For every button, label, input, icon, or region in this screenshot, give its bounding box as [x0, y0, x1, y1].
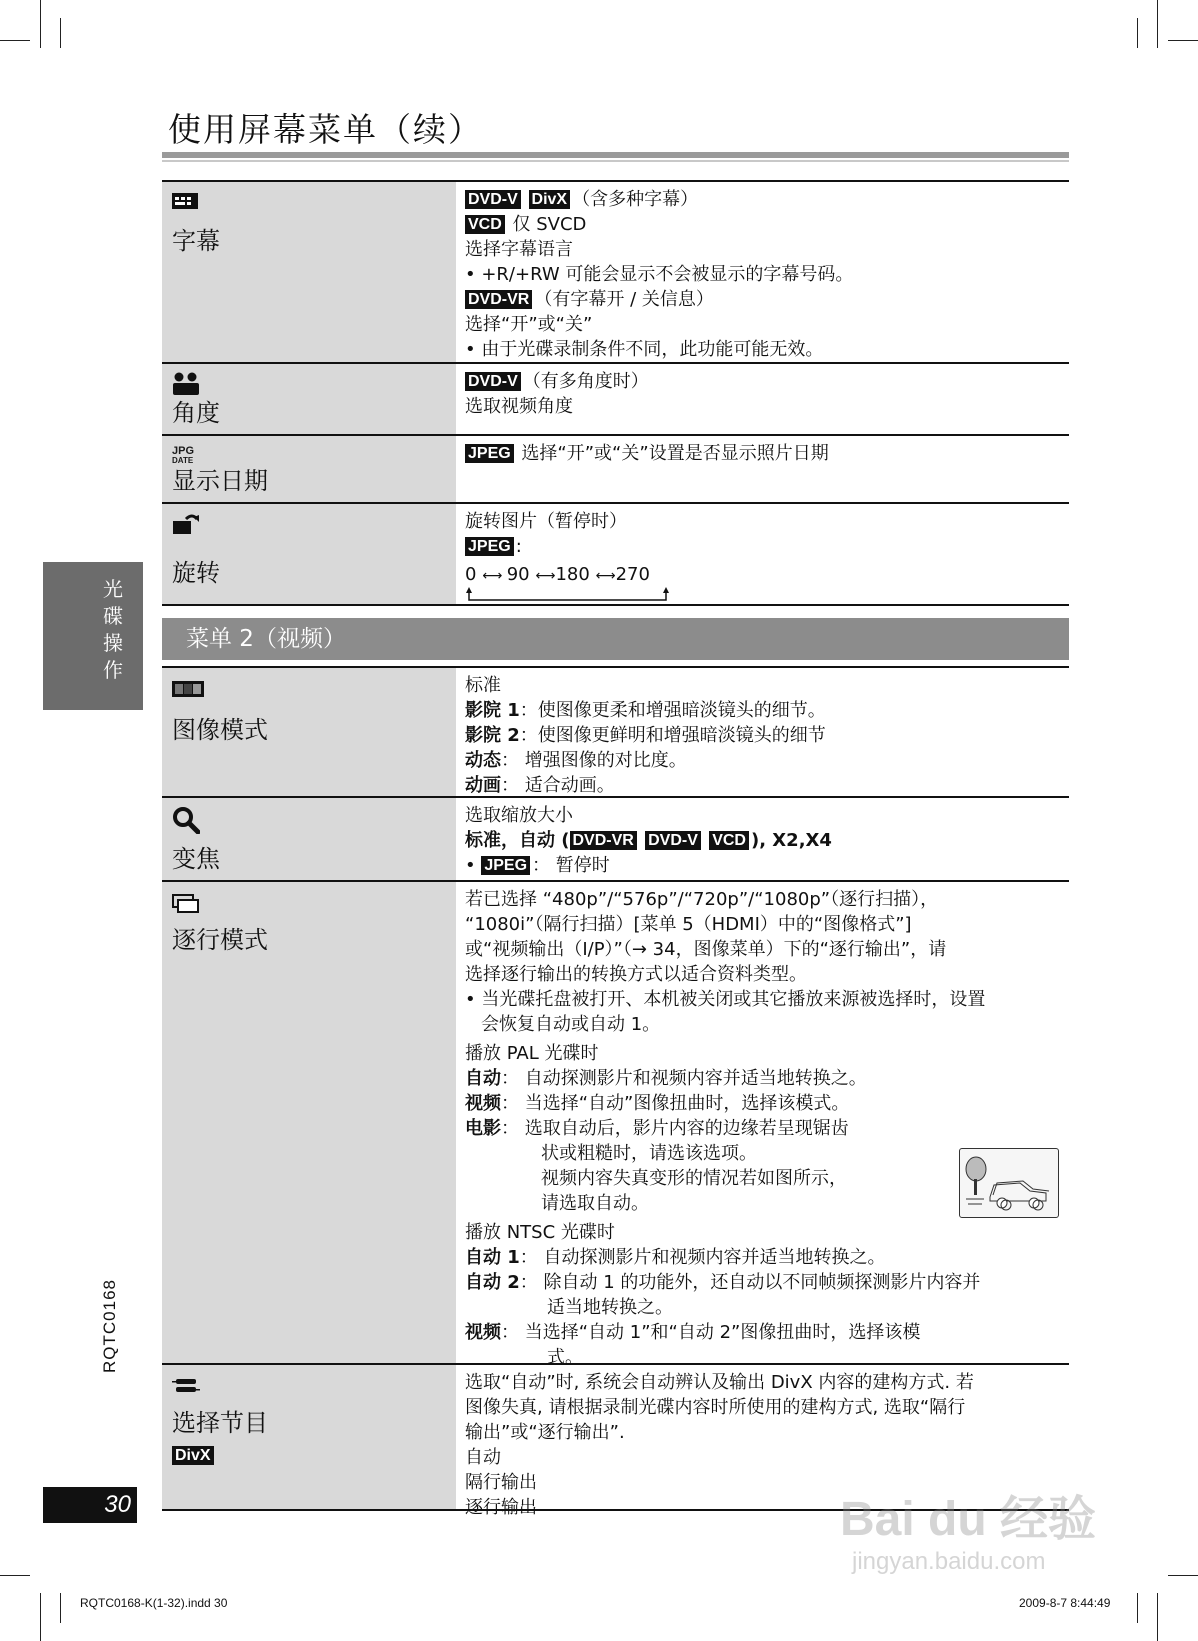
text: （有字幕开 / 关信息） [534, 289, 714, 310]
title-rule-thin [162, 160, 1069, 162]
text: 动态 [465, 750, 501, 771]
text: 自动 [465, 1068, 501, 1089]
text: : [515, 536, 522, 557]
watermark-url: jingyan.baidu.com [852, 1548, 1046, 1575]
text: 选取“自动”时, 系统会自动辨认及输出 DivX 内容的建构方式. 若 [465, 1372, 974, 1393]
tag-vcd: VCD [465, 215, 505, 234]
title-rule [162, 152, 1069, 158]
text: 输出”或“逐行输出”. [465, 1422, 625, 1443]
row-picture-mode [162, 668, 1069, 798]
tag-dvd-v: DVD-V [645, 831, 701, 850]
row-photo-date-head [162, 436, 456, 502]
source-select-icon [172, 1377, 200, 1395]
text: 影院 1 [465, 700, 520, 721]
double-arrow-icon: ⟷ [595, 568, 616, 584]
subtitle-label: 字幕 [172, 227, 220, 255]
distorted-car-image [960, 1149, 1058, 1217]
text: 图像失真, 请根据录制光碟内容时所使用的建构方式, 选取“隔行 [465, 1397, 966, 1418]
text: 式。 [547, 1347, 583, 1368]
zoom-label: 变焦 [172, 845, 220, 873]
page-number: 30 [43, 1487, 137, 1523]
text: ), X2,X4 [750, 830, 832, 851]
text: 视频内容失真变形的情况若如图所示， [541, 1168, 847, 1189]
tag-dvd-vr: DVD-VR [465, 290, 532, 309]
side-tab-char: 光 [103, 577, 123, 601]
rotate-value: 90 [506, 564, 530, 585]
angle-label: 角度 [172, 399, 220, 427]
text: 选取视频角度 [465, 396, 573, 417]
menu1-table [162, 180, 1069, 606]
photo-date-label: 显示日期 [172, 467, 268, 495]
row-subtitle [162, 182, 1069, 364]
subtitle-icon [172, 191, 198, 211]
rotate-label: 旋转 [172, 559, 220, 587]
watermark-brand: Bai du 经验 [840, 1493, 1097, 1546]
text: 标准，自动 ( [465, 830, 570, 851]
text: 选择字幕语言 [465, 239, 573, 260]
double-arrow-icon: ⟷ [535, 568, 556, 584]
row-photo-date-desc [456, 436, 1069, 502]
row-angle-desc [456, 364, 1069, 434]
text: 自动 2 [465, 1272, 520, 1293]
side-tab-char: 碟 [103, 604, 123, 628]
text: （含多种字幕） [572, 189, 699, 210]
progressive-label: 逐行模式 [172, 926, 268, 954]
row-angle-head [162, 364, 456, 434]
text: 播放 NTSC 光碟时 [465, 1222, 615, 1243]
text: 动画 [465, 775, 501, 796]
row-progressive-head [162, 882, 456, 1363]
text: 或“视频输出（I/P）”（→ 34，图像菜单）下的“逐行输出”，请 [465, 939, 947, 960]
text: （有多角度时） [522, 371, 649, 392]
row-subtitle-desc [456, 182, 1069, 362]
row-zoom [162, 798, 1069, 882]
tag-dvd-v: DVD-V [465, 190, 521, 209]
zoom-icon [172, 806, 200, 834]
picture-mode-icon [172, 680, 204, 698]
rotate-value: 180 [555, 564, 590, 585]
text: 视频 [465, 1093, 501, 1114]
row-zoom-head [162, 798, 456, 880]
text: 选择逐行输出的转换方式以适合资料类型。 [465, 964, 807, 985]
row-angle [162, 364, 1069, 436]
row-rotate [162, 504, 1069, 606]
select-program-label: 选择节目 [172, 1409, 268, 1437]
jpg-icon-top: JPG [172, 445, 195, 457]
row-progressive [162, 882, 1069, 1368]
text: ： 自动探测影片和视频内容并适当地转换之。 [501, 1068, 867, 1089]
text: ： 选取自动后，影片内容的边缘若呈现锯齿 [501, 1118, 849, 1139]
text: ：使图像更鲜明和增强暗淡镜头的细节 [519, 725, 826, 746]
row-subtitle-head [162, 182, 456, 362]
jpg-icon-bottom: DATE [172, 456, 194, 465]
row-zoom-desc [456, 798, 1069, 880]
footer-datetime: 2009-8-7 8:44:49 [1019, 1596, 1111, 1610]
tag-jpeg: JPEG [465, 444, 514, 463]
rotate-value: 270 [615, 564, 650, 585]
tag-divx: DivX [529, 190, 571, 209]
row-select-program-head [162, 1365, 456, 1509]
text: 会恢复自动或自动 1。 [481, 1014, 661, 1035]
text: • +R/+RW 可能会显示不会被显示的字幕号码。 [465, 264, 854, 285]
footer-file: RQTC0168-K(1-32).indd 30 [80, 1596, 228, 1610]
progressive-icon [172, 894, 200, 914]
distortion-illustration [959, 1148, 1059, 1218]
text: 适当地转换之。 [547, 1297, 673, 1318]
text: • 由于光碟录制条件不同，此功能可能无效。 [465, 339, 824, 360]
text: 标准 [465, 675, 501, 696]
text: 播放 PAL 光碟时 [465, 1043, 599, 1064]
tag-divx: DivX [172, 1446, 214, 1465]
side-tab-char: 作 [103, 658, 123, 682]
text: 旋转图片（暂停时） [465, 511, 627, 532]
tag-dvd-vr: DVD-VR [570, 831, 637, 850]
row-progressive-desc [456, 882, 1069, 1368]
text: 隔行输出 [465, 1472, 537, 1493]
text: ： 适合动画。 [501, 775, 615, 796]
row-picture-mode-head [162, 668, 456, 796]
row-rotate-head [162, 504, 456, 604]
text: 若已选择 “480p”/“576p”/“720p”/“1080p”（逐行扫描）， [465, 889, 939, 910]
text: 逐行输出 [465, 1497, 537, 1518]
text: ： 除自动 1 的功能外，还自动以不同帧频探测影片内容并 [519, 1272, 981, 1293]
text: 请选取自动。 [541, 1193, 649, 1214]
text: • 当光碟托盘被打开、本机被关闭或其它播放来源被选择时，设置 [465, 989, 986, 1010]
watermark [840, 1470, 1140, 1590]
text: ： 增强图像的对比度。 [501, 750, 687, 771]
text: 自动 1 [465, 1247, 520, 1268]
rotate-icon [172, 513, 200, 535]
page-title: 使用屏幕菜单（续） [168, 110, 483, 149]
row-photo-date [162, 436, 1069, 504]
loop-arrow-icon [465, 587, 675, 603]
text: 选择“开”或“关” [465, 314, 593, 335]
text: ： 自动探测影片和视频内容并适当地转换之。 [519, 1247, 886, 1268]
rotate-value: 0 [465, 564, 477, 585]
doc-code: RQTC0168 [100, 1279, 119, 1373]
text: ： 当选择“自动”图像扭曲时，选择该模式。 [501, 1093, 850, 1114]
tag-dvd-v: DVD-V [465, 372, 521, 391]
tag-jpeg: JPEG [465, 537, 514, 556]
text: 影院 2 [465, 725, 520, 746]
text: ： 暂停时 [532, 855, 610, 876]
menu2-table [162, 666, 1069, 1518]
text: 状或粗糙时，请选该选项。 [541, 1143, 757, 1164]
text: • [465, 855, 482, 876]
chapter-side-tab [43, 562, 143, 710]
text: 选取缩放大小 [465, 805, 573, 826]
text: 仅 SVCD [506, 214, 587, 235]
menu2-header: 菜单 2（视频） [162, 618, 1069, 660]
text: ： 当选择“自动 1”和“自动 2”图像扭曲时，选择该模 [501, 1322, 921, 1343]
row-picture-mode-desc [456, 668, 1069, 796]
double-arrow-icon: ⟷ [482, 568, 507, 584]
text: 选择“开”或“关”设置是否显示照片日期 [515, 443, 829, 464]
tag-vcd: VCD [709, 831, 749, 850]
picture-mode-label: 图像模式 [172, 716, 268, 744]
side-tab-char: 操 [103, 631, 123, 655]
text: “1080i”（隔行扫描）[菜单 5（HDMI）中的“图像格式”] [465, 914, 912, 935]
text: ：使图像更柔和增强暗淡镜头的细节。 [519, 700, 826, 721]
row-rotate-desc [456, 504, 1069, 604]
tag-jpeg: JPEG [481, 856, 530, 875]
text: 视频 [465, 1322, 501, 1343]
text: 自动 [465, 1447, 501, 1468]
text: 电影 [465, 1118, 501, 1139]
